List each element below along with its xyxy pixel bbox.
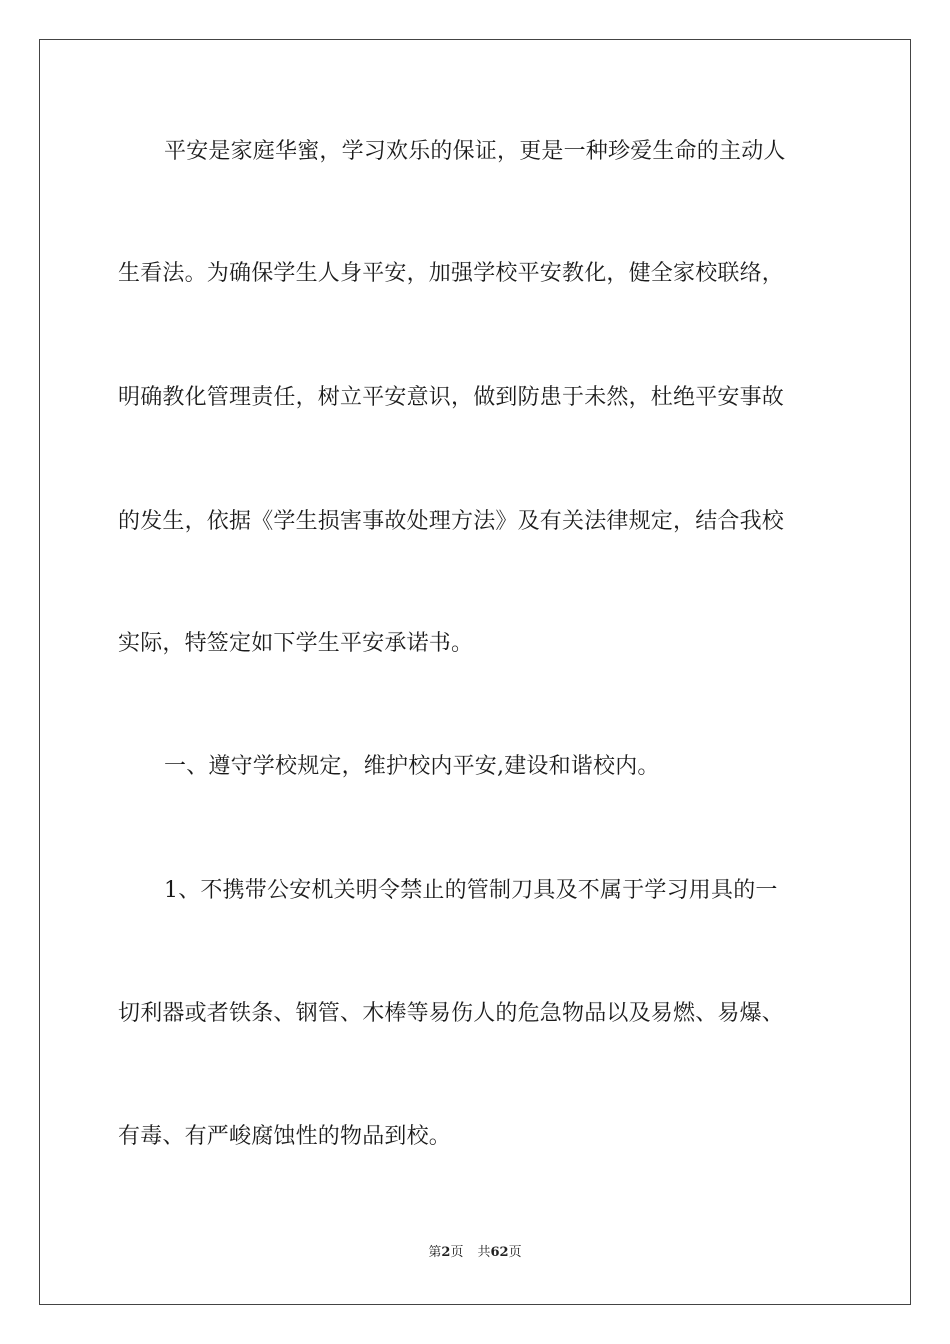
total-pages: 62: [490, 1245, 509, 1260]
list-item-text: 1、不携带公安机关明令禁止的管制刀具及不属于学习用具的一: [164, 878, 778, 903]
page-prefix: 第: [428, 1245, 442, 1260]
body-text-line: 实际，特签定如下学生平安承诺书。: [118, 631, 474, 656]
section-heading: 一、遵守学校规定，维护校内平安,建设和谐校内。: [164, 754, 660, 779]
page-number: 2: [441, 1245, 451, 1260]
body-text-line: 平安是家庭华蜜，学习欢乐的保证，更是一种珍爱生命的主动人: [164, 139, 786, 164]
body-text-line: 生看法。为确保学生人身平安，加强学校平安教化，健全家校联络，: [118, 261, 785, 286]
body-text-line: 的发生，依据《学生损害事故处理方法》及有关法律规定，结合我校: [118, 509, 785, 534]
list-item-text: 切利器或者铁条、钢管、木棒等易伤人的危急物品以及易燃、易爆、: [118, 1001, 785, 1026]
list-item-text: 有毒、有严峻腐蚀性的物品到校。: [118, 1124, 452, 1149]
page-footer: [0, 1245, 950, 1261]
total-suffix: 页: [508, 1245, 522, 1260]
total-prefix: 共: [477, 1245, 491, 1260]
body-text-line: 明确教化管理责任，树立平安意识，做到防患于未然，杜绝平安事故: [118, 385, 785, 410]
page-border: [39, 39, 911, 1305]
page-suffix: 页: [450, 1245, 464, 1260]
